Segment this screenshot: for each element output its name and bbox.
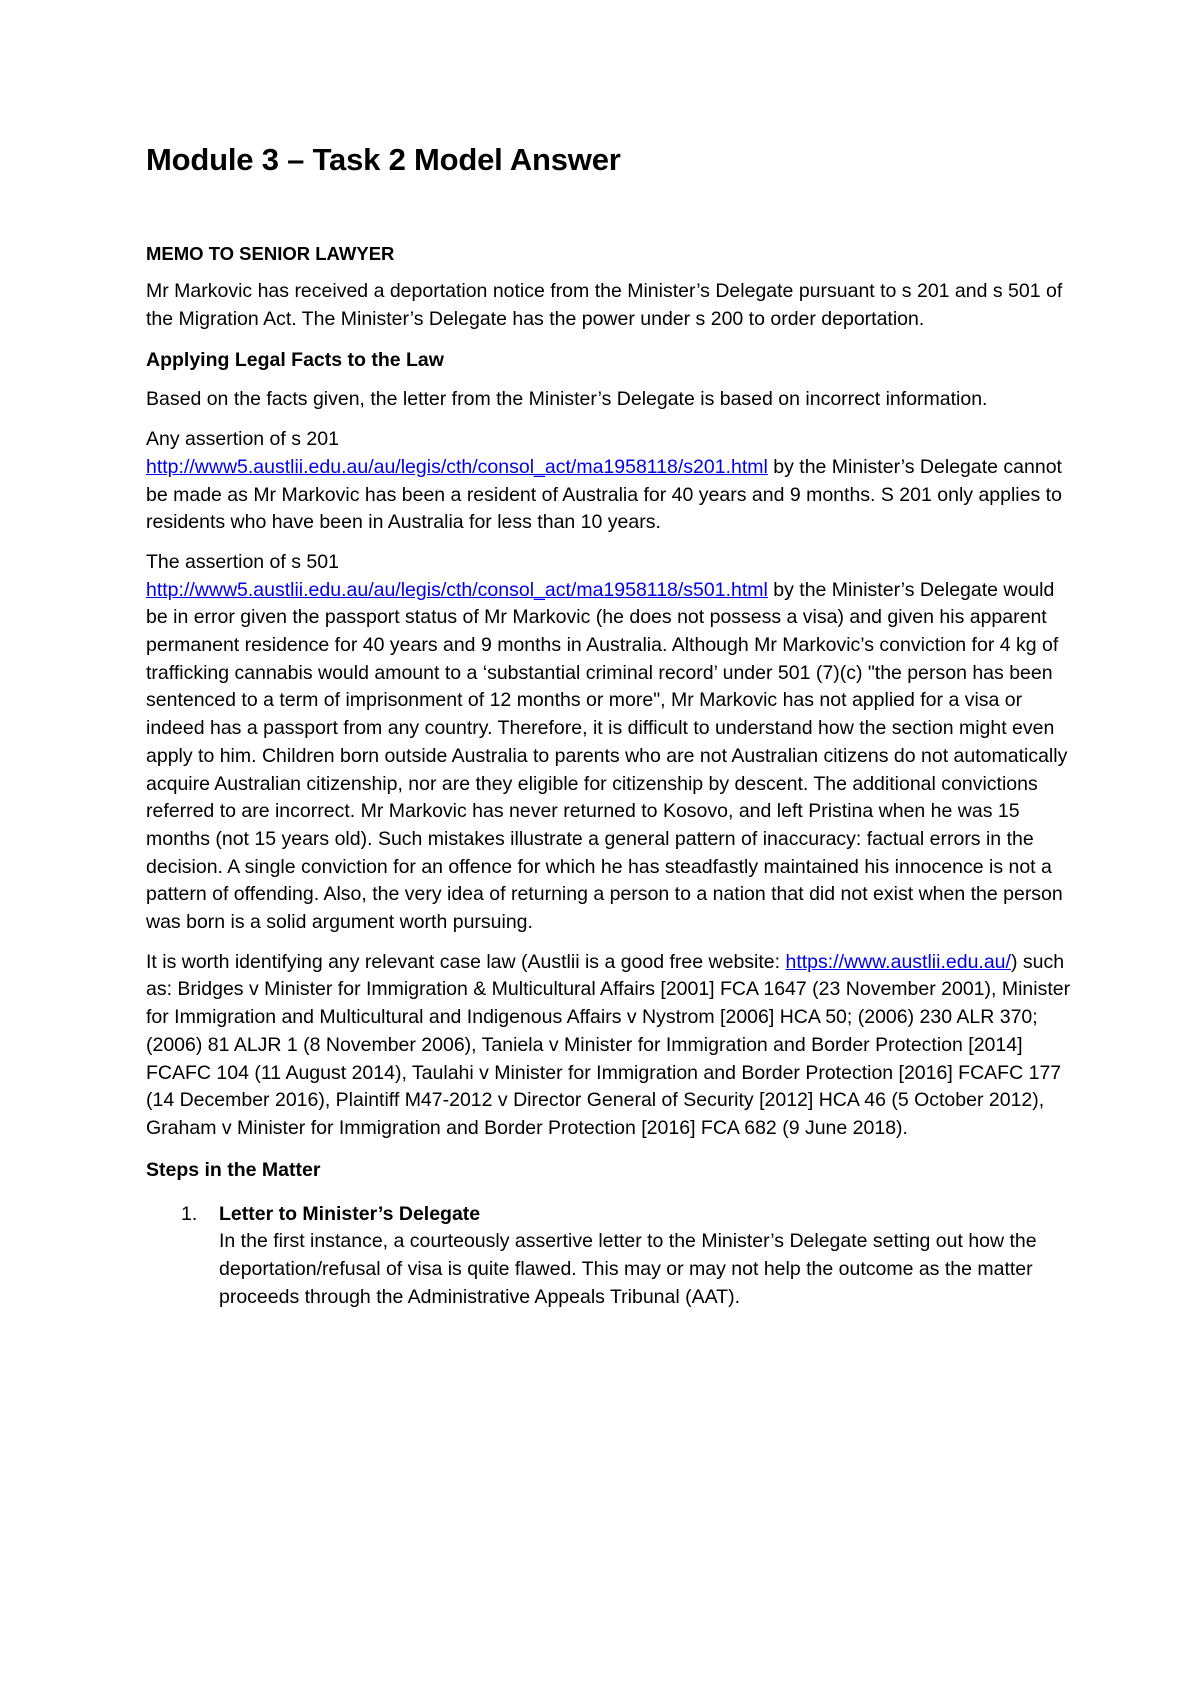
facts-paragraph: Based on the facts given, the letter from the Minister’s Delegate is based on incorrect information. bbox=[146, 388, 988, 411]
step-text: In the first instance, a courteously assertive letter to the Minister’s Delegate setting out how the deportation/refusal of visa is quite flawed. This may or may not help the outcome as the matter proceeds through the Administrative Appeals Tribunal (AAT). bbox=[219, 1230, 1037, 1308]
list-item bbox=[146, 1201, 1076, 1312]
applying-heading: Applying Legal Facts to the Law bbox=[146, 349, 444, 372]
s201-lead-text: Any assertion of s 201 bbox=[146, 428, 339, 451]
intro-paragraph: Mr Markovic has received a deportation notice from the Minister’s Delegate pursuant to s 201 and s 501 of the Migration Act. The Minister’s Delegate has the power under s 200 to order deportation. bbox=[146, 280, 1063, 330]
s201-paragraph bbox=[146, 426, 1076, 537]
case-law-paragraph bbox=[146, 949, 1076, 1143]
step-number: 1. bbox=[181, 1202, 198, 1225]
step-title: Letter to Minister’s Delegate bbox=[219, 1202, 481, 1225]
steps-list bbox=[146, 1201, 1076, 1312]
s201-link[interactable]: http://www5.austlii.edu.au/au/legis/cth/consol_act/ma1958118/s201.html bbox=[146, 455, 768, 478]
s501-lead-text: The assertion of s 501 bbox=[146, 550, 339, 573]
case-law-lead-text: It is worth identifying any relevant case law (Austlii is a good free website: bbox=[146, 950, 781, 973]
austlii-link[interactable]: https://www.austlii.edu.au/ bbox=[785, 950, 1011, 973]
memo-heading: MEMO TO SENIOR LAWYER bbox=[146, 243, 395, 264]
s201-body-text: by the Minister’s Delegate cannot be made as Mr Markovic has been a resident of Australia for 40 years and 9 months. S 201 only applies to residents who have been in Australia for less than 10 years. bbox=[146, 455, 1062, 534]
case-law-body-text: ) such as: Bridges v Minister for Immigration & Multicultural Affairs [2001] FCA 1647 (23 November 2001), Minister for Immigration and Multicultural and Indigenous Affairs v Nystrom [2006] HCA 50; (2006) 230 ALR 370; (2006) 81 ALJR 1 (8 November 2006), Taniela v Minister for Immigration and Border Protection [2014] FCAFC 104 (11 August 2014), Taulahi v Minister for Immigration and Border Protection [2016] FCAFC 177 (14 December 2016), Plaintiff M47-2012 v Director General of Security [2012] HCA 46 (5 October 2012), Graham v Minister for Immigration and Border Protection [2016] FCA 682 (9 June 2018). bbox=[146, 950, 1071, 1139]
s501-link[interactable]: http://www5.austlii.edu.au/au/legis/cth/consol_act/ma1958118/s501.html bbox=[146, 578, 768, 601]
document-title: Module 3 – Task 2 Model Answer bbox=[146, 142, 621, 177]
steps-heading: Steps in the Matter bbox=[146, 1158, 321, 1181]
s501-body-text: by the Minister’s Delegate would be in error given the passport status of Mr Markovic (he does not possess a visa) and given his apparent permanent residence for 40 years and 9 months in Australia. Although Mr Markovic’s conviction for 4 kg of trafficking cannabis would amount to a ‘substantial criminal record’ under 501 (7)(c) "the person has been sentenced to a term of imprisonment of 12 months or more", Mr Markovic has not applied for a visa or indeed has a passport from any country. Therefore, it is difficult to understand how the section might even apply to him. Children born outside Australia to parents who are not Australian citizens do not automatically acquire Australian citizenship, nor are they eligible for citizenship by descent. The additional convictions referred to are incorrect. Mr Markovic has never returned to Kosovo, and left Pristina when he was 15 months (not 15 years old). Such mistakes illustrate a general pattern of inaccuracy: factual errors in the decision. A single conviction for an offence for which he has steadfastly maintained his innocence is not a pattern of offending. Also, the very idea of returning a person to a nation that did not exist when the person was born is a solid argument worth pursuing. bbox=[146, 578, 1068, 934]
s501-paragraph bbox=[146, 549, 1076, 937]
document-page bbox=[146, 140, 1076, 1312]
